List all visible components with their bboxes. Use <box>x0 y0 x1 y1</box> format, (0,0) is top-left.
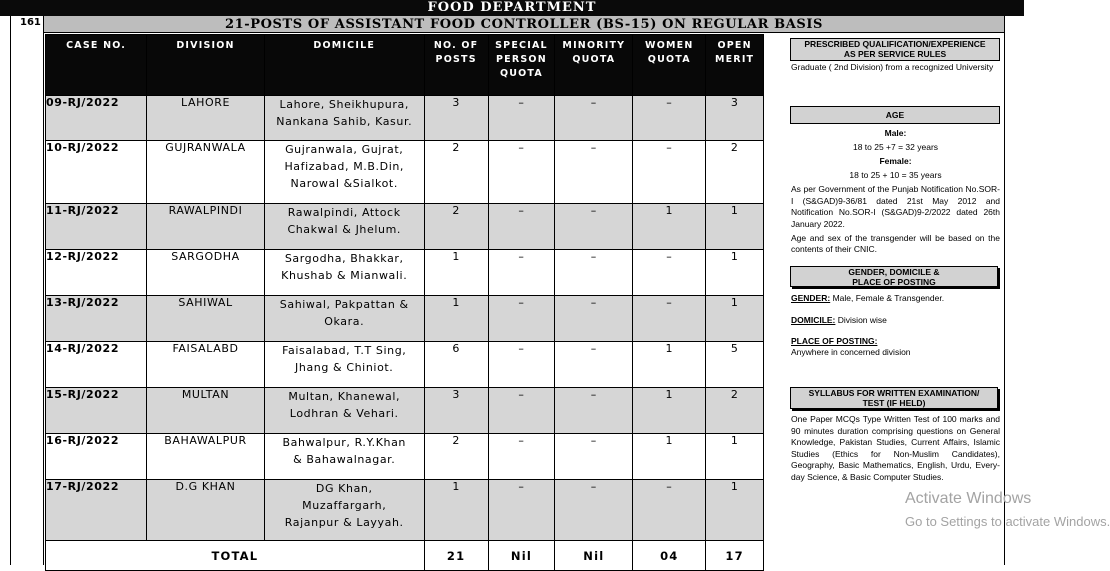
open-cell: 5 <box>706 342 764 388</box>
special-cell: – <box>488 434 555 480</box>
domicile-value: Division wise <box>837 315 887 325</box>
domicile-cell: Faisalabad, T.T Sing, Jhang & Chiniot. <box>264 342 424 388</box>
women-cell: 1 <box>633 342 706 388</box>
domicile-line <box>791 315 1000 326</box>
minority-cell: – <box>555 296 633 342</box>
posts-cell: 2 <box>424 204 488 250</box>
case-cell: 16-RJ/2022 <box>46 434 147 480</box>
posts-cell: 2 <box>424 141 488 204</box>
open-cell: 3 <box>706 96 764 141</box>
domicile-cell: DG Khan, Muzaffargarh, Rajanpur & Layyah. <box>264 480 424 541</box>
open-cell: 2 <box>706 388 764 434</box>
minority-cell: – <box>555 96 633 141</box>
case-cell: 13-RJ/2022 <box>46 296 147 342</box>
posts-cell: 3 <box>424 96 488 141</box>
special-cell: – <box>488 141 555 204</box>
women-cell: – <box>633 96 706 141</box>
qualification-title: PRESCRIBED QUALIFICATION/EXPERIENCE AS PER SERVICE RULES <box>790 38 1000 61</box>
posts-cell: 6 <box>424 342 488 388</box>
table-header-row <box>46 35 764 96</box>
division-cell: GUJRANWALA <box>147 141 264 204</box>
posts-cell: 1 <box>424 480 488 541</box>
domicile-label: DOMICILE: <box>791 315 836 325</box>
department-title: FOOD DEPARTMENT <box>427 0 597 15</box>
women-cell: 1 <box>633 388 706 434</box>
open-cell: 1 <box>706 250 764 296</box>
header-women: WOMEN QUOTA <box>633 35 706 96</box>
total-label: TOTAL <box>46 541 425 571</box>
case-cell: 12-RJ/2022 <box>46 250 147 296</box>
header-division: DIVISION <box>147 35 264 96</box>
header-posts: NO. OF POSTS <box>424 35 488 96</box>
table-row <box>46 96 764 141</box>
column-line-left <box>43 16 44 565</box>
minority-cell: – <box>555 250 633 296</box>
posts-cell: 2 <box>424 434 488 480</box>
minority-cell: – <box>555 434 633 480</box>
special-cell: – <box>488 296 555 342</box>
women-cell: – <box>633 296 706 342</box>
total-special: Nil <box>488 541 555 571</box>
posts-cell: 1 <box>424 250 488 296</box>
posts-headline: 21-POSTS OF ASSISTANT FOOD CONTROLLER (BS-15) ON REGULAR BASIS <box>44 16 1004 33</box>
posts-cell: 3 <box>424 388 488 434</box>
qualification-text: Graduate ( 2nd Division) from a recognized University <box>791 62 994 72</box>
women-cell: – <box>633 480 706 541</box>
division-cell: D.G KHAN <box>147 480 264 541</box>
minority-cell: – <box>555 204 633 250</box>
posting-value: Anywhere in concerned division <box>791 347 911 357</box>
open-cell: 2 <box>706 141 764 204</box>
special-cell: – <box>488 250 555 296</box>
margin-line-left <box>10 16 11 565</box>
female-age: 18 to 25 + 10 = 35 years <box>849 170 942 180</box>
women-cell: 1 <box>633 434 706 480</box>
minority-cell: – <box>555 388 633 434</box>
male-label: Male: <box>884 128 907 138</box>
activation-watermark-title: Activate Windows <box>905 490 1032 507</box>
header-special: SPECIAL PERSON QUOTA <box>488 35 555 96</box>
posts-cell: 1 <box>424 296 488 342</box>
header-minority: MINORITY QUOTA <box>555 35 633 96</box>
division-cell: BAHAWALPUR <box>147 434 264 480</box>
table-row <box>46 141 764 204</box>
open-cell: 1 <box>706 480 764 541</box>
special-cell: – <box>488 480 555 541</box>
case-cell: 15-RJ/2022 <box>46 388 147 434</box>
table-row <box>46 480 764 541</box>
special-cell: – <box>488 204 555 250</box>
column-line-right <box>1004 16 1005 565</box>
total-open: 17 <box>706 541 764 571</box>
minority-cell: – <box>555 342 633 388</box>
division-cell: MULTAN <box>147 388 264 434</box>
activation-watermark-subtitle: Go to Settings to activate Windows. <box>905 514 1110 529</box>
case-cell: 14-RJ/2022 <box>46 342 147 388</box>
gender-value: Male, Female & Transgender. <box>832 293 945 303</box>
women-cell: – <box>633 250 706 296</box>
open-cell: 1 <box>706 296 764 342</box>
total-row <box>46 541 764 571</box>
table-row <box>46 250 764 296</box>
table-row <box>46 342 764 388</box>
division-cell: FAISALABD <box>147 342 264 388</box>
gender-line <box>791 293 1000 304</box>
division-cell: SARGODHA <box>147 250 264 296</box>
table-row <box>46 434 764 480</box>
domicile-cell: Rawalpindi, Attock Chakwal & Jhelum. <box>264 204 424 250</box>
case-cell: 17-RJ/2022 <box>46 480 147 541</box>
header-open: OPEN MERIT <box>706 35 764 96</box>
header-domicile: DOMICILE <box>264 35 424 96</box>
table-row <box>46 388 764 434</box>
division-cell: RAWALPINDI <box>147 204 264 250</box>
total-posts: 21 <box>424 541 488 571</box>
domicile-cell: Lahore, Sheikhupura, Nankana Sahib, Kasur. <box>264 96 424 141</box>
gender-domicile-title: GENDER, DOMICILE & PLACE OF POSTING <box>790 266 998 287</box>
women-cell: 1 <box>633 204 706 250</box>
open-cell: 1 <box>706 434 764 480</box>
female-label: Female: <box>879 156 912 166</box>
table-row <box>46 204 764 250</box>
minority-cell: – <box>555 480 633 541</box>
division-cell: SAHIWAL <box>147 296 264 342</box>
total-women: 04 <box>633 541 706 571</box>
case-cell: 10-RJ/2022 <box>46 141 147 204</box>
domicile-cell: Sargodha, Bhakkar, Khushab & Mianwali. <box>264 250 424 296</box>
table-row <box>46 296 764 342</box>
page-number: 161 <box>20 17 41 28</box>
domicile-cell: Bahwalpur, R.Y.Khan & Bahawalnagar. <box>264 434 424 480</box>
notification-text: As per Government of the Punjab Notification No.SOR-I (S&GAD)9-36/81 dated 21st May 2012 and Notification No.SOR-I (S&GAD)9-2/2022 dated 26th January 2022. <box>791 184 1000 229</box>
gender-label: GENDER: <box>791 293 831 303</box>
posting-label: PLACE OF POSTING: <box>791 336 878 346</box>
total-minority: Nil <box>555 541 633 571</box>
age-title: AGE <box>790 106 1000 124</box>
posts-table <box>45 34 764 571</box>
case-cell: 11-RJ/2022 <box>46 204 147 250</box>
domicile-cell: Sahiwal, Pakpattan & Okara. <box>264 296 424 342</box>
division-cell: LAHORE <box>147 96 264 141</box>
women-cell: – <box>633 141 706 204</box>
domicile-cell: Multan, Khanewal, Lodhran & Vehari. <box>264 388 424 434</box>
syllabus-text: One Paper MCQs Type Written Test of 100 marks and 90 minutes duration comprising questions on General Knowledge, Pakistan Studies, Current Affairs, Islamic Studies (Ethics for Non-Muslim Candidates), Geography, Basic Mathematics, English, Urdu, Every-day Science, & Basic Computer Studies. <box>791 414 1000 482</box>
special-cell: – <box>488 342 555 388</box>
header-case: CASE NO. <box>46 35 147 96</box>
domicile-cell: Gujranwala, Gujrat, Hafizabad, M.B.Din, Narowal &Sialkot. <box>264 141 424 204</box>
special-cell: – <box>488 388 555 434</box>
transgender-note: Age and sex of the transgender will be based on the contents of their CNIC. <box>791 233 1000 254</box>
open-cell: 1 <box>706 204 764 250</box>
male-age: 18 to 25 +7 = 32 years <box>852 142 939 152</box>
syllabus-title: SYLLABUS FOR WRITTEN EXAMINATION/ TEST (IF HELD) <box>790 387 998 409</box>
case-cell: 09-RJ/2022 <box>46 96 147 141</box>
minority-cell: – <box>555 141 633 204</box>
special-cell: – <box>488 96 555 141</box>
